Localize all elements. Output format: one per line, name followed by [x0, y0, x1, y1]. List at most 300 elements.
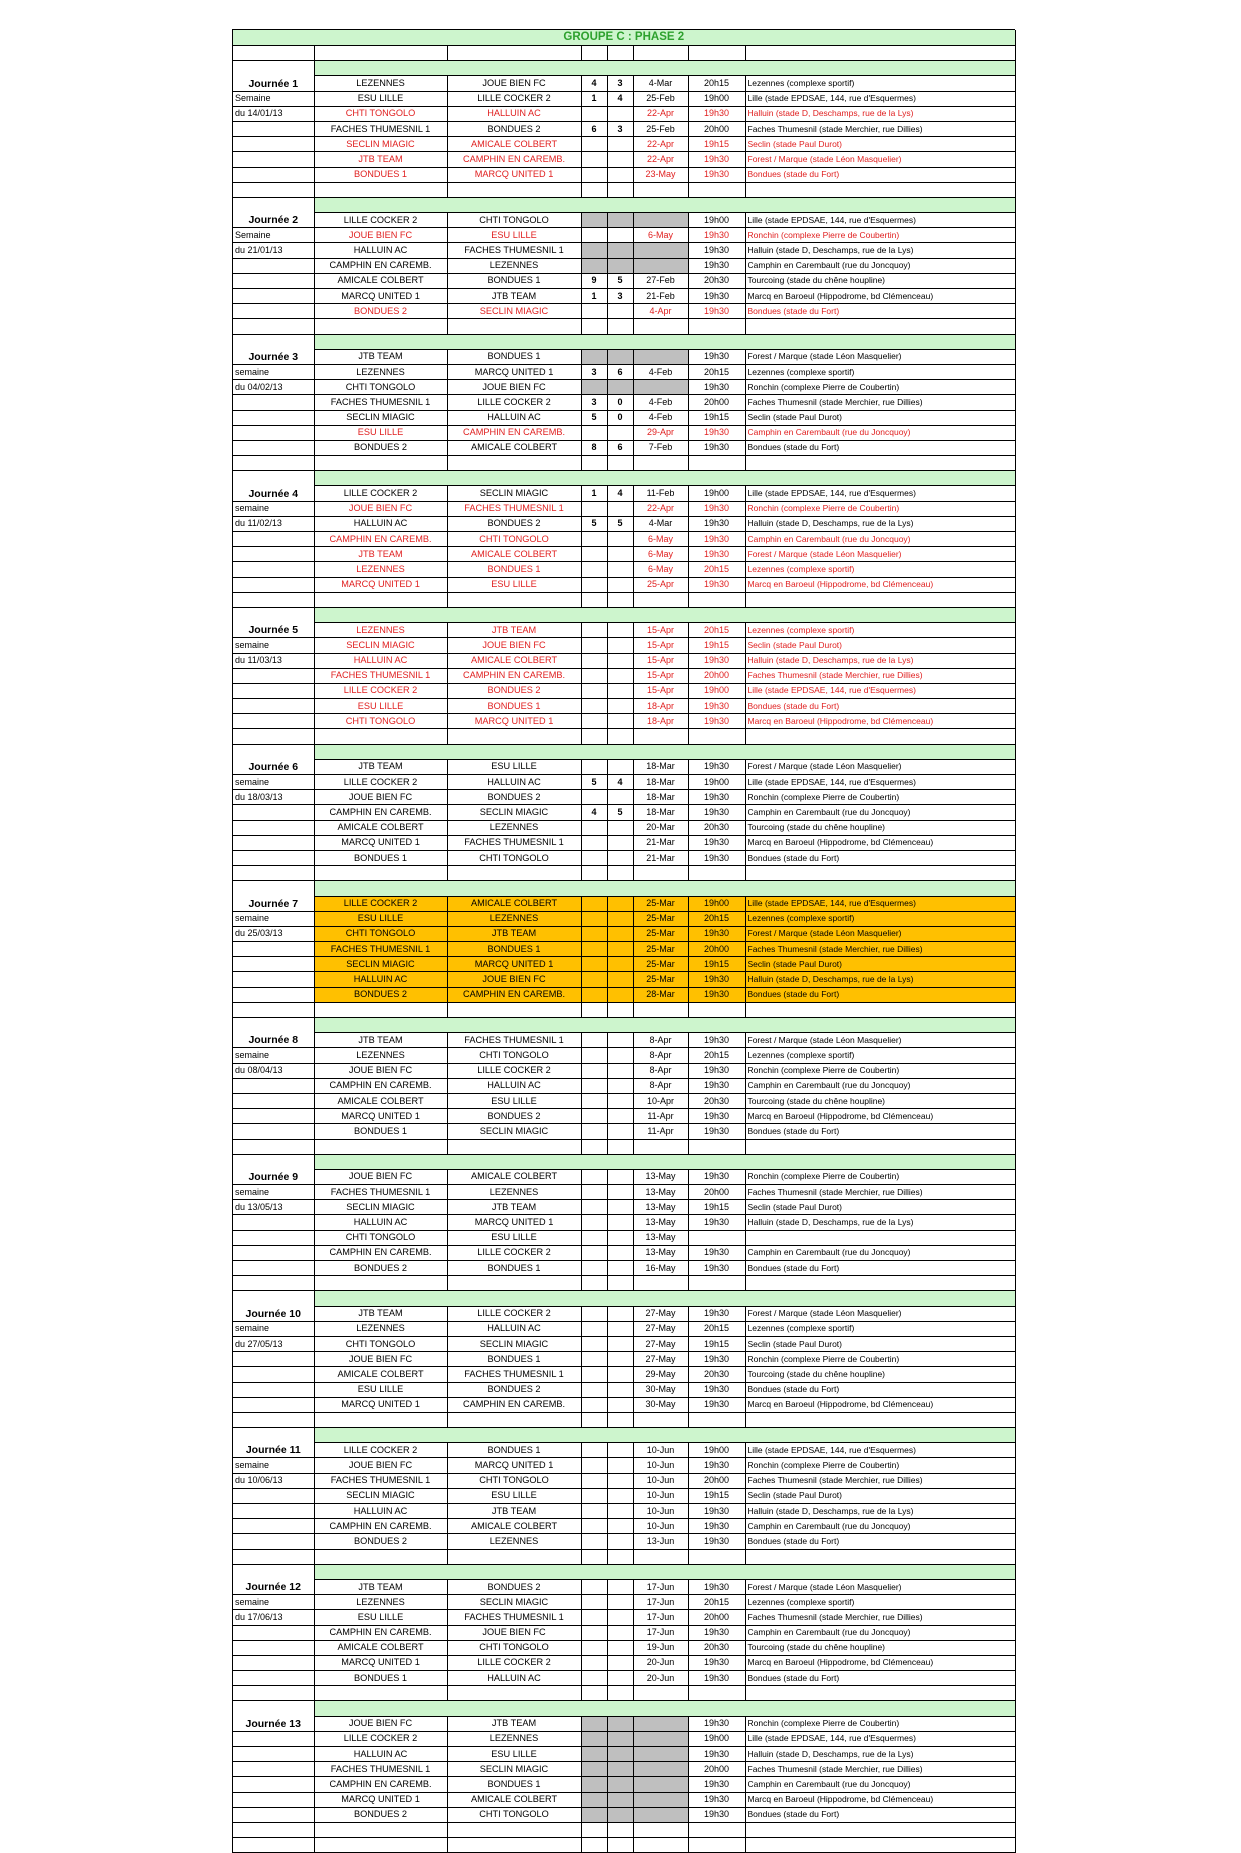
match-row — [233, 1033, 1015, 1048]
empty-cell — [688, 729, 745, 744]
match-row — [233, 1579, 1015, 1594]
week-label: semaine — [233, 501, 314, 516]
home-team: FACHES THUMESNIL 1 — [314, 121, 447, 136]
away-team: ESU LILLE — [447, 1093, 581, 1108]
home-score: 4 — [581, 76, 607, 91]
empty-cell — [581, 456, 607, 471]
away-score — [607, 1473, 633, 1488]
home-score — [581, 1033, 607, 1048]
empty-cell — [233, 1124, 314, 1139]
home-team: LEZENNES — [314, 76, 447, 91]
away-team: BONDUES 1 — [447, 942, 581, 957]
match-time: 19h30 — [688, 106, 745, 121]
empty-cell — [233, 1382, 314, 1397]
away-score — [607, 1185, 633, 1200]
match-row — [233, 972, 1015, 987]
match-venue: Lezennes (complexe sportif) — [745, 1595, 1015, 1610]
away-team: JTB TEAM — [447, 1200, 581, 1215]
home-team: BONDUES 1 — [314, 850, 447, 865]
empty-cell — [633, 1276, 688, 1291]
match-time: 19h00 — [688, 1731, 745, 1746]
empty-cell — [607, 592, 633, 607]
week-label: semaine — [233, 1595, 314, 1610]
match-row — [233, 1367, 1015, 1382]
home-score — [581, 213, 607, 228]
match-row — [233, 1747, 1015, 1762]
away-team: HALLUIN AC — [447, 775, 581, 790]
empty-cell — [607, 1549, 633, 1564]
match-time: 19h30 — [688, 653, 745, 668]
match-row — [233, 501, 1015, 516]
empty-cell — [447, 1412, 581, 1427]
match-date — [633, 243, 688, 258]
match-date: 6-May — [633, 228, 688, 243]
away-score — [607, 1762, 633, 1777]
match-venue: Lille (stade EPDSAE, 144, rue d'Esquermes) — [745, 486, 1015, 501]
match-venue: Halluin (stade D, Deschamps, rue de la Lys) — [745, 516, 1015, 531]
empty-cell — [233, 152, 314, 167]
empty-cell — [233, 1276, 314, 1291]
away-team: FACHES THUMESNIL 1 — [447, 1033, 581, 1048]
match-time: 19h15 — [688, 957, 745, 972]
away-score — [607, 911, 633, 926]
empty-cell — [447, 1549, 581, 1564]
separator-band — [314, 1018, 1015, 1033]
empty-cell — [447, 729, 581, 744]
match-row — [233, 395, 1015, 410]
match-date: 4-Mar — [633, 516, 688, 531]
match-venue: Forest / Marque (stade Léon Masquelier) — [745, 1579, 1015, 1594]
away-score — [607, 1124, 633, 1139]
home-score — [581, 1245, 607, 1260]
home-team: BONDUES 2 — [314, 304, 447, 319]
home-team: CHTI TONGOLO — [314, 926, 447, 941]
away-team: BONDUES 1 — [447, 273, 581, 288]
home-score — [581, 957, 607, 972]
empty-cell — [233, 167, 314, 182]
home-score: 8 — [581, 440, 607, 455]
away-team: CAMPHIN EN CAREMB. — [447, 1397, 581, 1412]
empty-cell — [314, 1549, 447, 1564]
blank-row — [233, 319, 1015, 334]
home-team: BONDUES 1 — [314, 1124, 447, 1139]
home-score: 6 — [581, 121, 607, 136]
empty-cell — [233, 1549, 314, 1564]
match-row — [233, 1595, 1015, 1610]
match-date: 10-Jun — [633, 1473, 688, 1488]
journee-title: Journée 11 — [233, 1428, 314, 1458]
away-team: LEZENNES — [447, 1534, 581, 1549]
away-score — [607, 1458, 633, 1473]
empty-cell — [233, 532, 314, 547]
match-date: 13-May — [633, 1169, 688, 1184]
blank-row — [233, 1002, 1015, 1017]
match-row — [233, 1443, 1015, 1458]
away-team: JTB TEAM — [447, 1716, 581, 1731]
week-label: semaine — [233, 1321, 314, 1336]
away-score: 3 — [607, 76, 633, 91]
match-time: 19h30 — [688, 1807, 745, 1822]
match-row — [233, 1731, 1015, 1746]
match-row — [233, 532, 1015, 547]
away-team: MARCQ UNITED 1 — [447, 364, 581, 379]
empty-cell — [314, 182, 447, 197]
match-date — [633, 349, 688, 364]
match-date: 21-Mar — [633, 850, 688, 865]
away-score — [607, 1807, 633, 1822]
match-date: 4-Feb — [633, 410, 688, 425]
home-score — [581, 243, 607, 258]
match-time: 19h00 — [688, 683, 745, 698]
empty-cell — [745, 1276, 1015, 1291]
empty-cell — [233, 1109, 314, 1124]
match-row — [233, 440, 1015, 455]
week-label: semaine — [233, 775, 314, 790]
match-date: 19-Jun — [633, 1640, 688, 1655]
match-venue: Forest / Marque (stade Léon Masquelier) — [745, 1033, 1015, 1048]
separator-band — [314, 1428, 1015, 1443]
match-time: 19h30 — [688, 1519, 745, 1534]
away-score — [607, 1443, 633, 1458]
home-team: LEZENNES — [314, 623, 447, 638]
match-date: 20-Mar — [633, 820, 688, 835]
match-time: 19h15 — [688, 137, 745, 152]
match-date: 15-Apr — [633, 653, 688, 668]
empty-cell — [447, 1139, 581, 1154]
match-venue: Faches Thumesnil (stade Merchier, rue Dillies) — [745, 121, 1015, 136]
away-team: BONDUES 2 — [447, 516, 581, 531]
empty-cell — [233, 1139, 314, 1154]
away-score — [607, 1063, 633, 1078]
empty-cell — [233, 562, 314, 577]
away-team: CHTI TONGOLO — [447, 532, 581, 547]
match-time: 19h15 — [688, 1488, 745, 1503]
match-time: 20h30 — [688, 1640, 745, 1655]
empty-cell — [314, 319, 447, 334]
match-venue: Halluin (stade D, Deschamps, rue de la Lys) — [745, 243, 1015, 258]
home-score — [581, 1382, 607, 1397]
match-date: 8-Apr — [633, 1033, 688, 1048]
empty-cell — [233, 835, 314, 850]
home-team: JTB TEAM — [314, 1306, 447, 1321]
empty-cell — [233, 972, 314, 987]
match-venue: Marcq en Baroeul (Hippodrome, bd Clémenceau) — [745, 1109, 1015, 1124]
home-score — [581, 1595, 607, 1610]
week-start-date: du 18/03/13 — [233, 790, 314, 805]
match-row — [233, 1321, 1015, 1336]
away-team: ESU LILLE — [447, 577, 581, 592]
home-team: LILLE COCKER 2 — [314, 683, 447, 698]
home-score — [581, 562, 607, 577]
home-score — [581, 1261, 607, 1276]
away-score — [607, 1519, 633, 1534]
empty-cell — [314, 1276, 447, 1291]
away-team: BONDUES 1 — [447, 1777, 581, 1792]
match-row — [233, 106, 1015, 121]
match-time: 19h30 — [688, 1397, 745, 1412]
empty-cell — [233, 1504, 314, 1519]
away-score — [607, 1109, 633, 1124]
match-date: 20-Jun — [633, 1671, 688, 1686]
match-row — [233, 137, 1015, 152]
separator-band — [314, 471, 1015, 486]
blank-row — [233, 1549, 1015, 1564]
away-score — [607, 1534, 633, 1549]
away-score — [607, 1640, 633, 1655]
home-score — [581, 1625, 607, 1640]
match-row — [233, 167, 1015, 182]
empty-cell — [581, 1822, 607, 1837]
away-team: SECLIN MIAGIC — [447, 1762, 581, 1777]
empty-cell — [447, 182, 581, 197]
home-team: MARCQ UNITED 1 — [314, 1397, 447, 1412]
away-team: MARCQ UNITED 1 — [447, 957, 581, 972]
away-team: LEZENNES — [447, 1731, 581, 1746]
empty-cell — [607, 1686, 633, 1701]
empty-cell — [233, 137, 314, 152]
away-team: CAMPHIN EN CAREMB. — [447, 425, 581, 440]
match-venue: Lezennes (complexe sportif) — [745, 562, 1015, 577]
empty-cell — [581, 1139, 607, 1154]
empty-cell — [607, 182, 633, 197]
home-team: BONDUES 1 — [314, 167, 447, 182]
home-team: ESU LILLE — [314, 699, 447, 714]
match-date: 8-Apr — [633, 1063, 688, 1078]
match-row — [233, 1245, 1015, 1260]
empty-cell — [233, 1625, 314, 1640]
away-team: JTB TEAM — [447, 1504, 581, 1519]
away-score — [607, 1716, 633, 1731]
match-venue: Bondues (stade du Fort) — [745, 1671, 1015, 1686]
empty-cell — [688, 1412, 745, 1427]
match-row — [233, 1397, 1015, 1412]
match-date: 22-Apr — [633, 152, 688, 167]
match-time: 19h30 — [688, 243, 745, 258]
match-row — [233, 562, 1015, 577]
empty-cell — [745, 1412, 1015, 1427]
match-venue: Faches Thumesnil (stade Merchier, rue Dillies) — [745, 668, 1015, 683]
match-venue: Seclin (stade Paul Durot) — [745, 957, 1015, 972]
match-row — [233, 835, 1015, 850]
home-score — [581, 1230, 607, 1245]
match-venue: Halluin (stade D, Deschamps, rue de la Lys) — [745, 1747, 1015, 1762]
home-score — [581, 1610, 607, 1625]
match-time: 19h15 — [688, 410, 745, 425]
match-row — [233, 228, 1015, 243]
empty-cell — [233, 805, 314, 820]
week-label: semaine — [233, 911, 314, 926]
week-label: Semaine — [233, 228, 314, 243]
match-venue: Seclin (stade Paul Durot) — [745, 638, 1015, 653]
empty-cell — [314, 456, 447, 471]
match-venue: Lezennes (complexe sportif) — [745, 1321, 1015, 1336]
home-score: 1 — [581, 289, 607, 304]
away-team: FACHES THUMESNIL 1 — [447, 1610, 581, 1625]
home-score — [581, 167, 607, 182]
match-venue: Ronchin (complexe Pierre de Coubertin) — [745, 501, 1015, 516]
match-row — [233, 623, 1015, 638]
empty-cell — [581, 1549, 607, 1564]
away-team: JTB TEAM — [447, 926, 581, 941]
match-row — [233, 410, 1015, 425]
empty-cell — [633, 592, 688, 607]
home-score — [581, 1655, 607, 1670]
away-team: SECLIN MIAGIC — [447, 805, 581, 820]
match-row — [233, 1093, 1015, 1108]
match-date: 11-Apr — [633, 1124, 688, 1139]
empty-cell — [745, 1549, 1015, 1564]
home-team: BONDUES 2 — [314, 1261, 447, 1276]
away-team: HALLUIN AC — [447, 1078, 581, 1093]
match-date: 15-Apr — [633, 638, 688, 653]
match-row — [233, 1610, 1015, 1625]
away-team: LILLE COCKER 2 — [447, 1655, 581, 1670]
match-venue: Bondues (stade du Fort) — [745, 850, 1015, 865]
match-venue: Halluin (stade D, Deschamps, rue de la Lys) — [745, 1504, 1015, 1519]
match-venue: Lezennes (complexe sportif) — [745, 1048, 1015, 1063]
empty-cell — [233, 1488, 314, 1503]
empty-cell — [314, 1002, 447, 1017]
empty-cell — [233, 987, 314, 1002]
match-venue: Marcq en Baroeul (Hippodrome, bd Clémenceau) — [745, 1397, 1015, 1412]
empty-cell — [633, 1139, 688, 1154]
match-time: 19h30 — [688, 1777, 745, 1792]
home-team: FACHES THUMESNIL 1 — [314, 395, 447, 410]
empty-cell — [233, 957, 314, 972]
match-date: 18-Apr — [633, 714, 688, 729]
week-label: semaine — [233, 638, 314, 653]
match-date: 21-Feb — [633, 289, 688, 304]
away-score: 4 — [607, 775, 633, 790]
away-score — [607, 1792, 633, 1807]
away-score — [607, 759, 633, 774]
match-venue: Camphin en Carembault (rue du Joncquoy) — [745, 1625, 1015, 1640]
empty-cell — [314, 866, 447, 881]
match-row — [233, 850, 1015, 865]
blank-row — [233, 182, 1015, 197]
home-score — [581, 1640, 607, 1655]
empty-cell — [633, 1412, 688, 1427]
home-score — [581, 790, 607, 805]
away-score — [607, 1033, 633, 1048]
home-team: ESU LILLE — [314, 91, 447, 106]
match-time: 19h30 — [688, 1078, 745, 1093]
empty-cell — [233, 456, 314, 471]
journee-separator-row — [233, 1154, 1015, 1169]
home-score — [581, 1504, 607, 1519]
empty-cell — [233, 1078, 314, 1093]
match-time: 20h00 — [688, 942, 745, 957]
home-team: AMICALE COLBERT — [314, 1640, 447, 1655]
away-score — [607, 213, 633, 228]
match-date — [633, 1807, 688, 1822]
match-time: 20h15 — [688, 1321, 745, 1336]
away-score — [607, 1625, 633, 1640]
empty-cell — [745, 319, 1015, 334]
empty-cell — [233, 1807, 314, 1822]
away-score — [607, 1093, 633, 1108]
match-date: 13-May — [633, 1215, 688, 1230]
home-team: LEZENNES — [314, 1321, 447, 1336]
home-team: FACHES THUMESNIL 1 — [314, 1762, 447, 1777]
home-score — [581, 1792, 607, 1807]
match-row — [233, 805, 1015, 820]
away-team: SECLIN MIAGIC — [447, 1336, 581, 1351]
match-date — [633, 380, 688, 395]
home-score — [581, 653, 607, 668]
match-time: 20h00 — [688, 1610, 745, 1625]
away-score — [607, 926, 633, 941]
empty-cell — [745, 1838, 1015, 1853]
away-team: JOUE BIEN FC — [447, 972, 581, 987]
match-row — [233, 258, 1015, 273]
match-venue: Bondues (stade du Fort) — [745, 1261, 1015, 1276]
match-venue: Bondues (stade du Fort) — [745, 167, 1015, 182]
empty-cell — [447, 1686, 581, 1701]
match-time: 19h30 — [688, 699, 745, 714]
week-start-date: du 10/06/13 — [233, 1473, 314, 1488]
empty-cell — [581, 1838, 607, 1853]
match-row — [233, 683, 1015, 698]
home-team: AMICALE COLBERT — [314, 820, 447, 835]
away-team: ESU LILLE — [447, 1488, 581, 1503]
away-score: 0 — [607, 395, 633, 410]
empty-cell — [314, 592, 447, 607]
match-venue: Tourcoing (stade du chêne houpline) — [745, 273, 1015, 288]
away-team: CHTI TONGOLO — [447, 213, 581, 228]
match-row — [233, 1336, 1015, 1351]
away-team: AMICALE COLBERT — [447, 896, 581, 911]
home-team: SECLIN MIAGIC — [314, 1200, 447, 1215]
journee-separator-row — [233, 1564, 1015, 1579]
home-team: ESU LILLE — [314, 1382, 447, 1397]
away-score — [607, 106, 633, 121]
away-score — [607, 1230, 633, 1245]
journee-title: Journée 7 — [233, 881, 314, 911]
match-date: 17-Jun — [633, 1610, 688, 1625]
match-time: 19h30 — [688, 577, 745, 592]
match-venue: Tourcoing (stade du chêne houpline) — [745, 820, 1015, 835]
week-label: semaine — [233, 364, 314, 379]
away-team: MARCQ UNITED 1 — [447, 1215, 581, 1230]
empty-cell — [688, 182, 745, 197]
away-team: MARCQ UNITED 1 — [447, 1458, 581, 1473]
home-team: MARCQ UNITED 1 — [314, 289, 447, 304]
match-venue: Bondues (stade du Fort) — [745, 1382, 1015, 1397]
away-score — [607, 228, 633, 243]
match-row — [233, 425, 1015, 440]
empty-cell — [233, 1671, 314, 1686]
match-time: 19h30 — [688, 425, 745, 440]
match-row — [233, 1261, 1015, 1276]
match-venue: Lille (stade EPDSAE, 144, rue d'Esquermes) — [745, 1443, 1015, 1458]
home-score — [581, 137, 607, 152]
match-row — [233, 896, 1015, 911]
home-team: LEZENNES — [314, 562, 447, 577]
match-time: 19h30 — [688, 258, 745, 273]
match-date: 18-Mar — [633, 759, 688, 774]
home-team: BONDUES 2 — [314, 440, 447, 455]
empty-cell — [745, 456, 1015, 471]
away-score — [607, 1610, 633, 1625]
match-row — [233, 152, 1015, 167]
home-team: BONDUES 2 — [314, 987, 447, 1002]
empty-cell — [581, 319, 607, 334]
match-date: 29-Apr — [633, 425, 688, 440]
match-date: 25-Feb — [633, 91, 688, 106]
match-time: 19h30 — [688, 714, 745, 729]
away-team: AMICALE COLBERT — [447, 1792, 581, 1807]
